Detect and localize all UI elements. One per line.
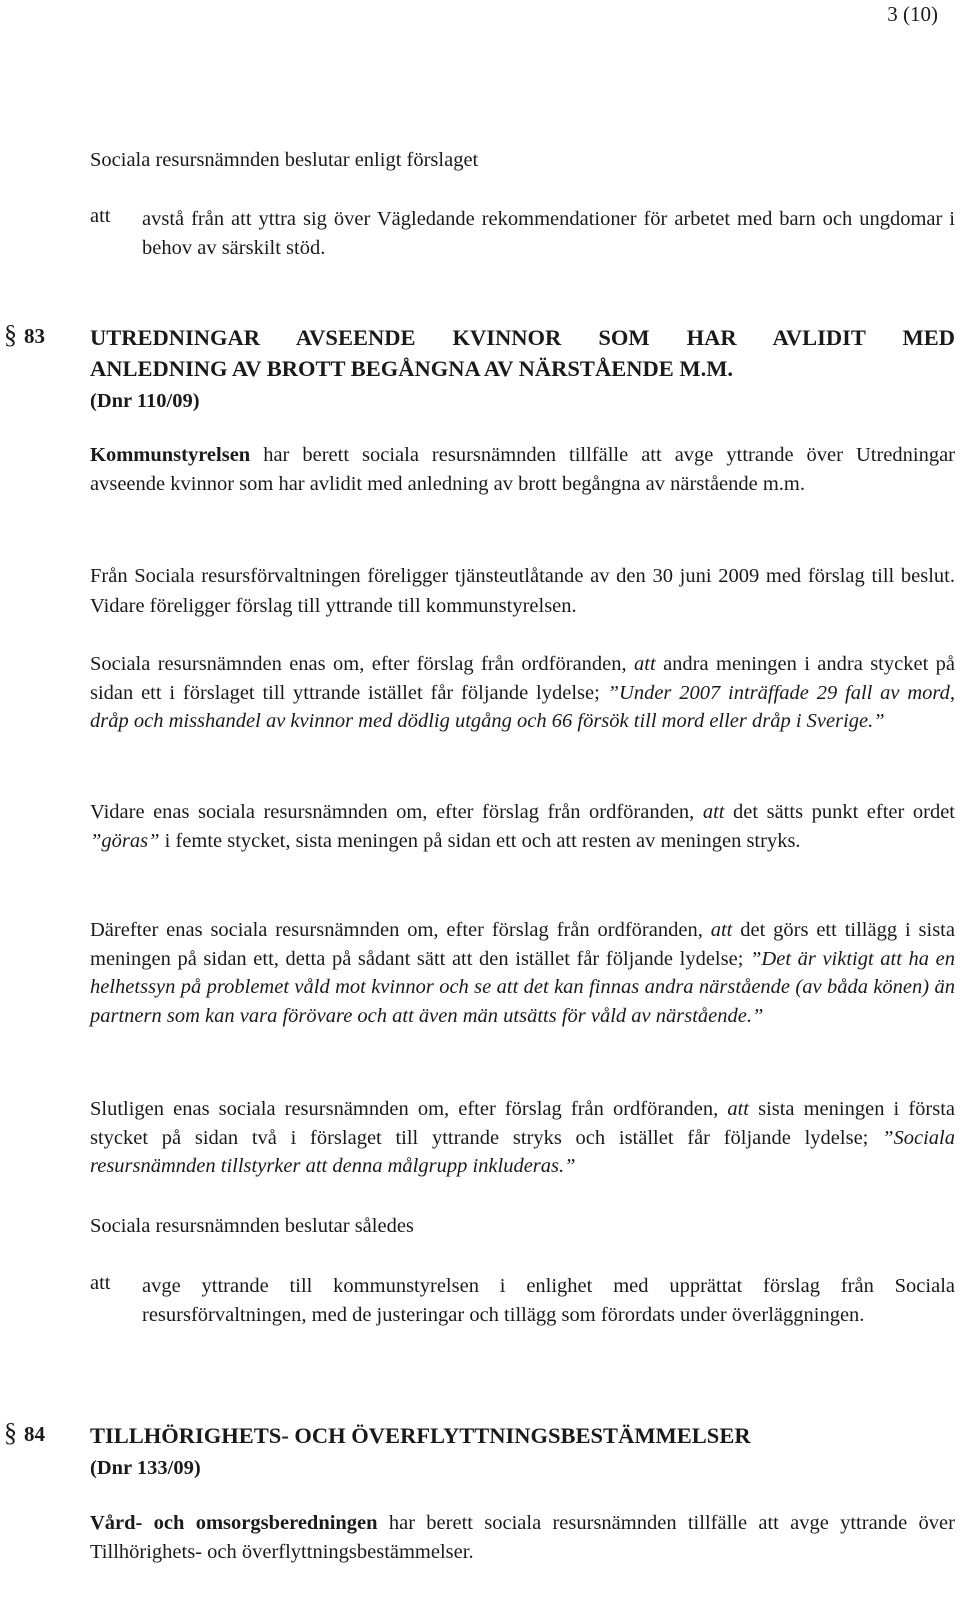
section-sign-83: § (4, 320, 17, 349)
paragraph-83-5-att: att (710, 919, 733, 941)
att-label-83: att (90, 1272, 111, 1294)
paragraph-83-6-text-a: Slutligen enas sociala resursnämnden om, efter förslag från ordföranden, (90, 1098, 728, 1120)
paragraph-83-1 (90, 441, 955, 498)
paragraph-84-1-subject: Vård- och omsorgsberedningen (90, 1512, 378, 1534)
paragraph-83-3-quote: ”Under 2007 inträffade 29 fall av mord, dråp och misshandel av kvinnor med dödlig utgång och 66 försök till mord eller dråp i Sverige.” (90, 681, 955, 732)
paragraph-83-5-text-a: Därefter enas sociala resursnämnden om, efter förslag från ordföranden, (90, 919, 711, 941)
paragraph-83-1-text: har berett sociala resursnämnden tillfälle att avge yttrande över Utredningar avseende kvinnor som har avlidit med anledning av brott begångna av närstående m.m. (90, 444, 955, 495)
decision-text: avstå från att yttra sig över Vägledande rekommendationer för arbetet med barn och ungdomar i behov av särskilt stöd. (142, 208, 955, 259)
paragraph-83-1-subject: Kommunstyrelsen (90, 444, 251, 466)
paragraph-83-5-quote: ”Det är viktigt att ha en helhetssyn på problemet våld mot kvinnor och se att det kan finnas andra närstående (av båda könen) än partnern som kan vara förövare och att även män utsätts för våld av närstående.” (90, 947, 955, 1027)
paragraph-83-3-text-a: Sociala resursnämnden enas om, efter förslag från ordföranden, (90, 653, 635, 675)
paragraph-83-5 (90, 916, 955, 1030)
paragraph-83-4-text-b: det sätts punkt efter ordet (724, 801, 955, 823)
section-title-84 (90, 1420, 955, 1484)
page-number: 3 (10) (887, 2, 938, 26)
paragraph-83-6-quote: ”Sociala resursnämnden tillstyrker att denna målgrupp inkluderas.” (90, 1126, 955, 1177)
section-dnr-84: (Dnr 133/09) (90, 1457, 201, 1479)
section-title-83-line1: UTREDNINGAR AVSEENDE KVINNOR SOM HAR AVLIDIT MED (90, 325, 955, 350)
paragraph-83-4-word: ”göras” (90, 829, 160, 852)
paragraph-83-3 (90, 650, 955, 736)
paragraph-83-5-text-b: det görs ett tillägg i sista meningen på sidan ett, detta på sådant sätt att den istället får följande lydelse; (90, 919, 955, 970)
paragraph-83-4-text-a: Vidare enas sociala resursnämnden om, efter förslag från ordföranden, (90, 801, 703, 823)
section-number-84: 84 (24, 1422, 45, 1446)
decision-intro-83: Sociala resursnämnden beslutar således (90, 1215, 414, 1237)
paragraph-83-4-att: att (702, 801, 725, 823)
section-dnr-83: (Dnr 110/09) (90, 390, 200, 412)
section-title-83 (90, 322, 955, 417)
paragraph-83-4-text-c: i femte stycket, sista meningen på sidan ett och att resten av meningen stryks. (159, 829, 801, 852)
section-title-83-line2: ANLEDNING AV BROTT BEGÅNGNA AV NÄRSTÅENDE M.M. (90, 356, 734, 381)
paragraph-83-2: Från Sociala resursförvaltningen föreligger tjänsteutlåtande av den 30 juni 2009 med förslag till beslut. Vidare föreligger förslag till yttrande till kommunstyrelsen. (90, 565, 955, 617)
paragraph-83-6-text-b: sista meningen i första stycket på sidan två i förslaget till yttrande stryks och istället får följande lydelse; (90, 1098, 955, 1149)
att-label: att (90, 205, 111, 227)
section-sign-84: § (4, 1418, 17, 1447)
section-number-83: 83 (24, 324, 45, 348)
decision-intro: Sociala resursnämnden beslutar enligt förslaget (90, 149, 479, 171)
paragraph-83-3-text-b: andra meningen i andra stycket på sidan ett i förslaget till yttrande istället får följande lydelse; (90, 653, 956, 704)
paragraph-83-4 (90, 798, 955, 855)
paragraph-84-1-text: har berett sociala resursnämnden tillfälle att avge yttrande över Tillhörighets- och överflyttningsbestämmelser. (90, 1512, 955, 1563)
paragraph-83-6-att: att (727, 1098, 749, 1120)
paragraph-84-1 (90, 1509, 955, 1566)
decision-text-83: avge yttrande till kommunstyrelsen i enlighet med upprättat förslag från Sociala resursförvaltningen, med de justeringar och tillägg som förordats under överläggningen. (142, 1275, 955, 1326)
section-title-84-text: TILLHÖRIGHETS- OCH ÖVERFLYTTNINGSBESTÄMMELSER (90, 1423, 751, 1448)
paragraph-83-6 (90, 1095, 955, 1181)
paragraph-83-3-att: att (634, 653, 656, 675)
